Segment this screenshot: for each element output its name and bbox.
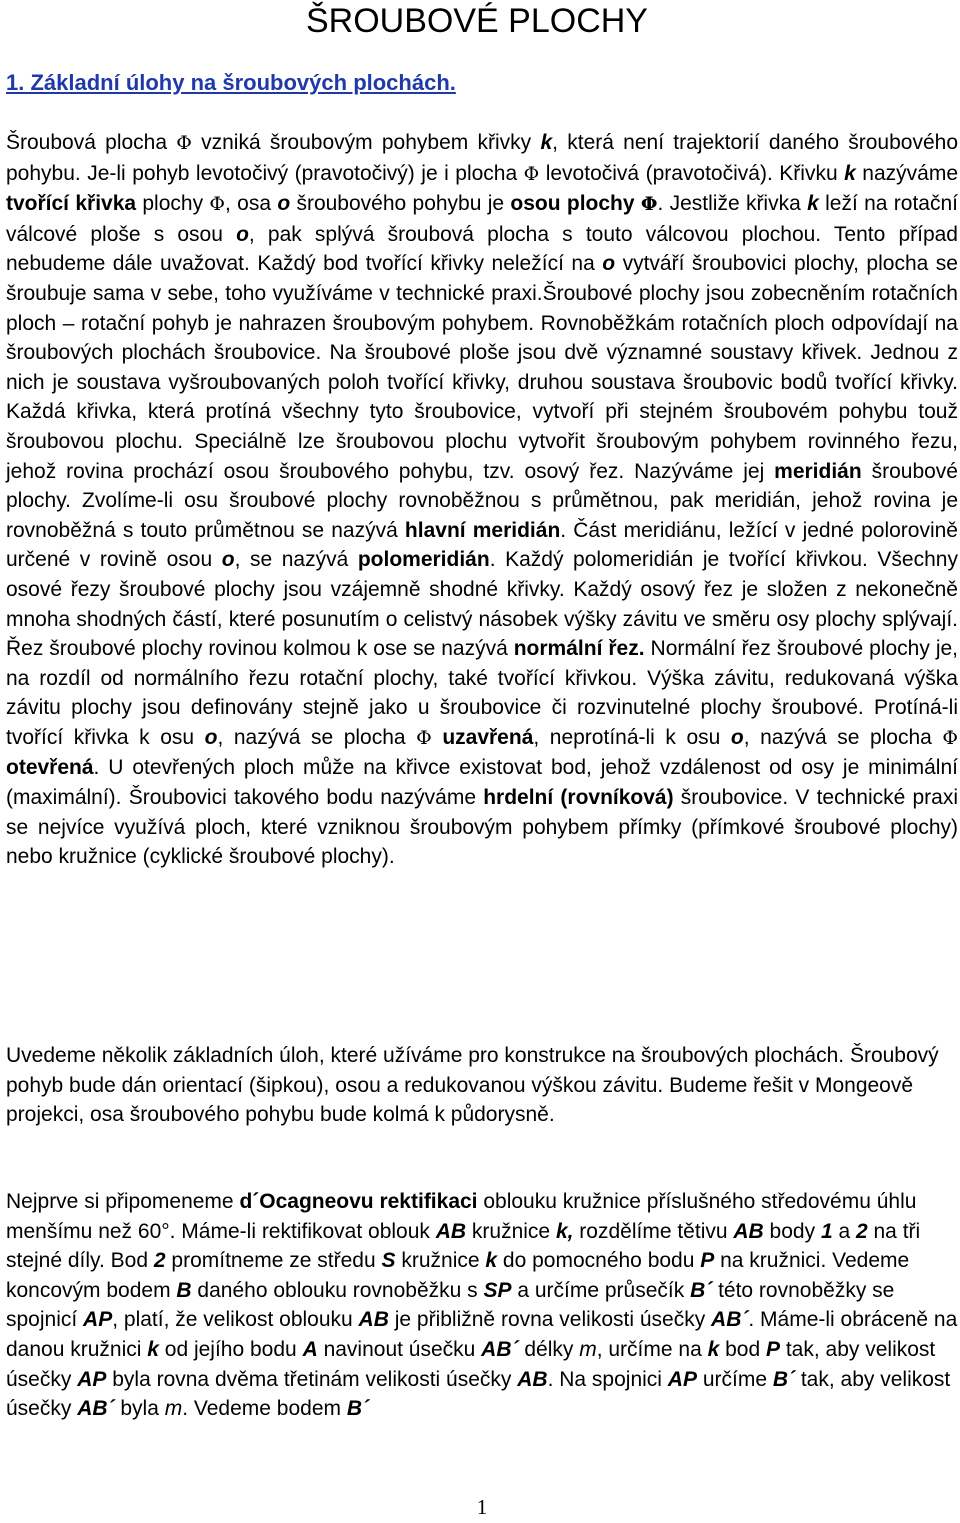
paragraph-intro: Šroubová plocha Φ vzniká šroubovým pohybem křivky k, která není trajektorií daného šroubového pohybu. Je-li pohyb levotočivý (pravotočivý) je i plocha Φ levotočivá (pravotočivá). Křivku k nazýváme tvořící křivka plochy Φ, osa o šroubového pohybu je osou plochy Φ. Jestliže křivka k leží na rotační válcové ploše s osou o, pak splývá šroubová plocha s touto válcovou plochou. Tento případ nebudeme dále uvažovat. Každý bod tvořící křivky neležící na o vytváří šroubovici plochy, plocha se šroubuje sama v sebe, toho využíváme v technické praxi.Šroubové plochy jsou zobecněním rotačních ploch – rotační pohyb je nahrazen šroubovým pohybem. Rovnoběžkám rotačních ploch odpovídají na šroubových plochách šroubovice. Na šroubové ploše jsou dvě významné soustavy křivek. Jednou z nich je soustava vyšroubovaných poloh tvořící křivky, druhou soustava šroubovic bodů tvořící křivky. Každá křivka, která protíná všechny tyto šroubovice, vytvoří při stejném šroubovém pohybu touž šroubovou plochu. Speciálně lze šroubovou plochu vytvořit šroubovým pohybem rovinného řezu, jehož rovina prochází osou šroubového pohybu, tzv. osový řez. Nazýváme jej meridián šroubové plochy. Zvolíme-li osu šroubové plochy rovnoběžnou s průmětnou, pak meridián, jehož rovina je rovnoběžná s touto průmětnou se nazývá hlavní meridián. Část meridiánu, ležící v jedné polorovině určené v rovině osou o, se nazývá polomeridián. Každý polomeridián je tvořící křivkou. Všechny osové řezy šroubové plochy jsou vzájemně shodné křivky. Každý osový řez je složen z nekonečně mnoha shodných částí, které posunutím o celistvý násobek výšky závitu ve směru osy plochy splývají. Řez šroubové plochy rovinou kolmou k ose se nazývá normální řez. Normální řez šroubové plochy je, na rozdíl od normálního řezu rotační plochy, také tvořící křivkou. Výška závitu, redukovaná výška závitu plochy jsou definovány stejně jako u šroubovice či rozvinutelné plochy šroubové. Protíná-li tvořící křivka k osu o, nazývá se plocha Φ uzavřená, neprotíná-li k osu o, nazývá se plocha Φ otevřená. U otevřených ploch může na křivce existovat bod, jehož vzdálenost od osy je minimální (maximální). Šroubovici takového bodu nazýváme hrdelní (rovníková) šroubovice. V technické praxi se nejvíce využívá ploch, které vzniknou šroubovým pohybem přímky (přímkové šroubové plochy) nebo kružnice (cyklické šroubové plochy). <box>6 131 959 869</box>
page-number: 1 <box>476 1495 488 1519</box>
section-heading-text: 1. Základní úlohy na šroubových plochách. <box>6 70 456 95</box>
document-title: ŠROUBOVÉ PLOCHY <box>306 2 648 40</box>
section-heading <box>6 66 906 100</box>
paragraph-tasks: Uvedeme několik základních úloh, které užíváme pro konstrukce na šroubových plochách. Šroubový pohyb bude dán orientací (šipkou), osou a redukovanou výškou závitu. Budeme řešit v Mongeově projekci, osa šroubového pohybu bude kolmá k půdorysně. <box>6 1044 939 1127</box>
paragraph-ocagne: Nejprve si připomeneme d´Ocagneovu rektifikaci oblouku kružnice příslušného středovému úhlu menšímu než 60°. Máme-li rektifikovat oblouk AB kružnice k, rozdělíme tětivu AB body 1 a 2 na tři stejné díly. Bod 2 promítneme ze středu S kružnice k do pomocného bodu P na kružnici. Vedeme koncovým bodem B daného oblouku rovnoběžku s SP a určíme průsečík B´ této rovnoběžky se spojnicí AP, platí, že velikost oblouku AB je přibližně rovna velikosti úsečky AB´. Máme-li obráceně na danou kružnici k od jejího bodu A navinout úsečku AB´ délky m, určíme na k bod P tak, aby velikost úsečky AP byla rovna dvěma třetinám velikosti úsečky AB. Na spojnici AP určíme B´ tak, aby velikost úsečky AB´ byla m. Vedeme bodem B´ <box>6 1190 958 1421</box>
